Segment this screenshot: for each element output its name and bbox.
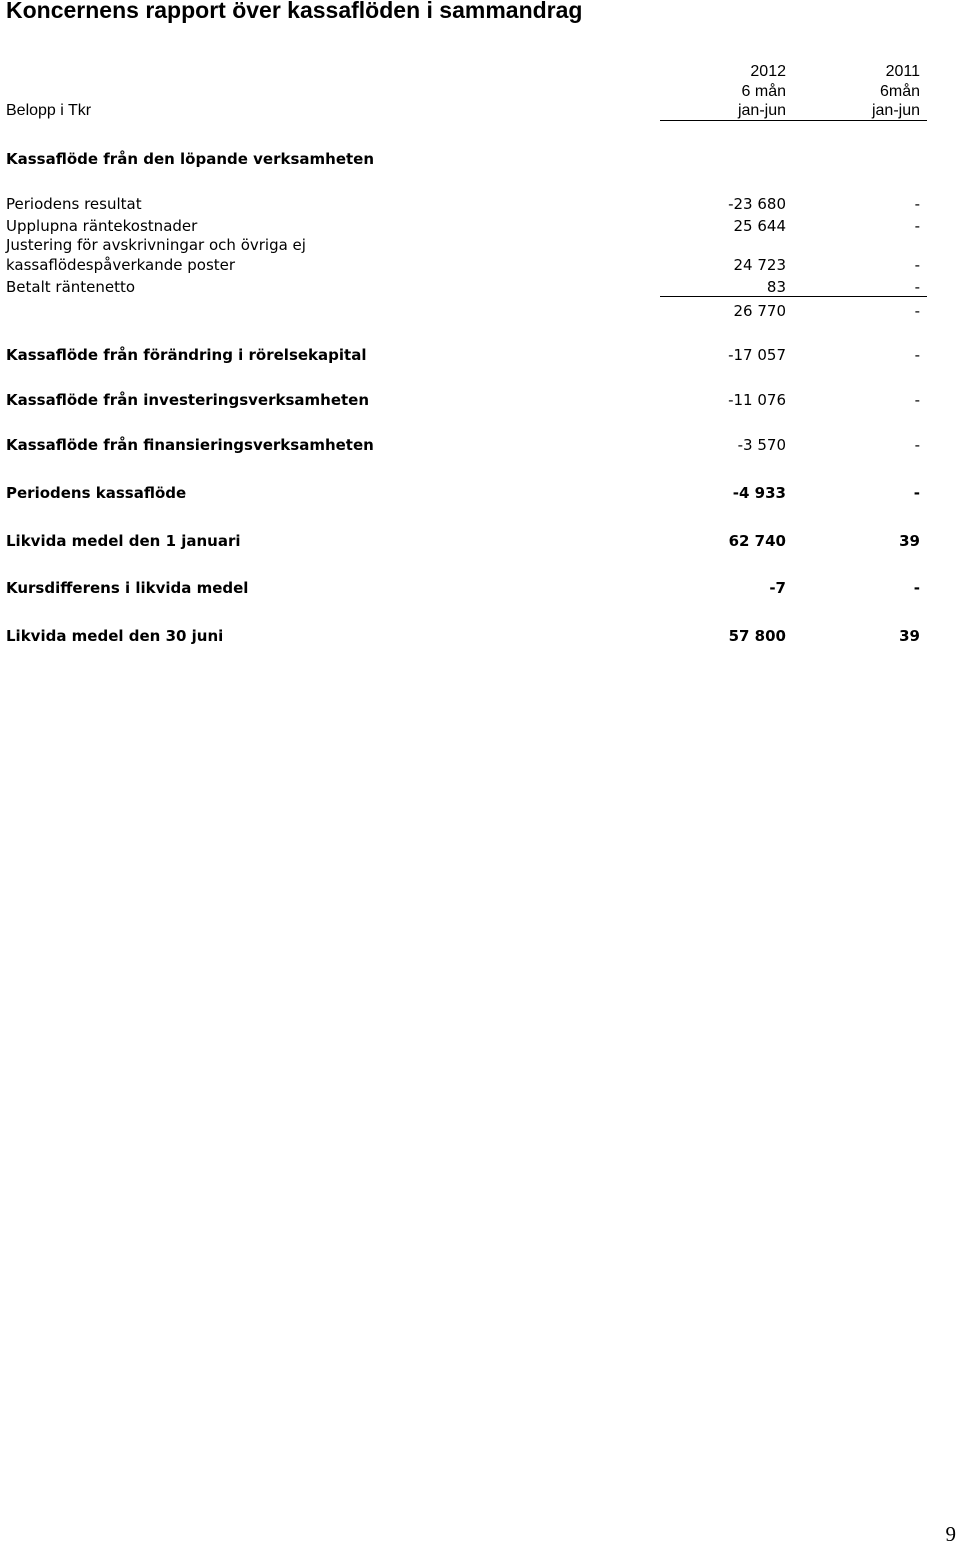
- row-label: Upplupna räntekostnader: [6, 217, 198, 235]
- row-value-2012: -23 680: [728, 195, 786, 213]
- row-value-2011: -: [914, 195, 920, 213]
- working-capital-value-2011: -: [914, 346, 920, 364]
- row-value-2011: -: [914, 278, 920, 296]
- row-label-line1: Justering för avskrivningar och övriga ej: [6, 236, 306, 254]
- row-value-2011: -: [914, 217, 920, 235]
- working-capital-value-2012: -17 057: [728, 346, 786, 364]
- row-label: Periodens resultat: [6, 195, 142, 213]
- page-number: 9: [945, 1522, 956, 1546]
- row-label: Betalt räntenetto: [6, 278, 136, 296]
- row-value-2011: -: [914, 256, 920, 274]
- financing-label: Kassaflöde från finansieringsverksamheten: [6, 436, 374, 454]
- col1-period: 6 mån: [741, 83, 786, 100]
- period-cashflow-value-2011: -: [913, 484, 920, 502]
- amount-unit-label: Belopp i Tkr: [6, 102, 92, 119]
- subtotal-value-2011: -: [914, 302, 920, 320]
- fx-diff-value-2012: -7: [769, 579, 786, 597]
- col1-year: 2012: [750, 63, 786, 80]
- col2-months: jan-jun: [871, 102, 920, 119]
- investing-value-2012: -11 076: [728, 391, 786, 409]
- financing-value-2012: -3 570: [737, 436, 786, 454]
- cash-start-value-2011: 39: [899, 532, 920, 550]
- investing-value-2011: -: [914, 391, 920, 409]
- col1-months: jan-jun: [737, 102, 786, 119]
- working-capital-label: Kassaflöde från förändring i rörelsekapital: [6, 346, 367, 364]
- period-cashflow-label: Periodens kassaflöde: [6, 484, 187, 502]
- row-value-2012: 25 644: [733, 217, 786, 235]
- fx-diff-value-2011: -: [913, 579, 920, 597]
- investing-label: Kassaflöde från investeringsverksamheten: [6, 391, 370, 409]
- row-value-2012: 24 723: [733, 256, 786, 274]
- header-divider: [660, 120, 927, 121]
- row-value-2012: 83: [766, 278, 786, 296]
- col2-period: 6mån: [879, 83, 920, 100]
- cash-end-label: Likvida medel den 30 juni: [6, 627, 224, 645]
- cash-end-value-2011: 39: [899, 627, 920, 645]
- financing-value-2011: -: [914, 436, 920, 454]
- operating-heading: Kassaflöde från den löpande verksamheten: [6, 150, 375, 168]
- row-label-line2: kassaflödespåverkande poster: [6, 256, 236, 274]
- subtotal-divider: [660, 296, 927, 297]
- cash-start-label: Likvida medel den 1 januari: [6, 532, 241, 550]
- col2-year: 2011: [885, 63, 920, 80]
- fx-diff-label: Kursdifferens i likvida medel: [6, 579, 249, 597]
- subtotal-value-2012: 26 770: [733, 302, 786, 320]
- cash-start-value-2012: 62 740: [728, 532, 786, 550]
- page-title: Koncernens rapport över kassaflöden i sammandrag: [6, 0, 583, 23]
- cash-end-value-2012: 57 800: [728, 627, 786, 645]
- period-cashflow-value-2012: -4 933: [732, 484, 786, 502]
